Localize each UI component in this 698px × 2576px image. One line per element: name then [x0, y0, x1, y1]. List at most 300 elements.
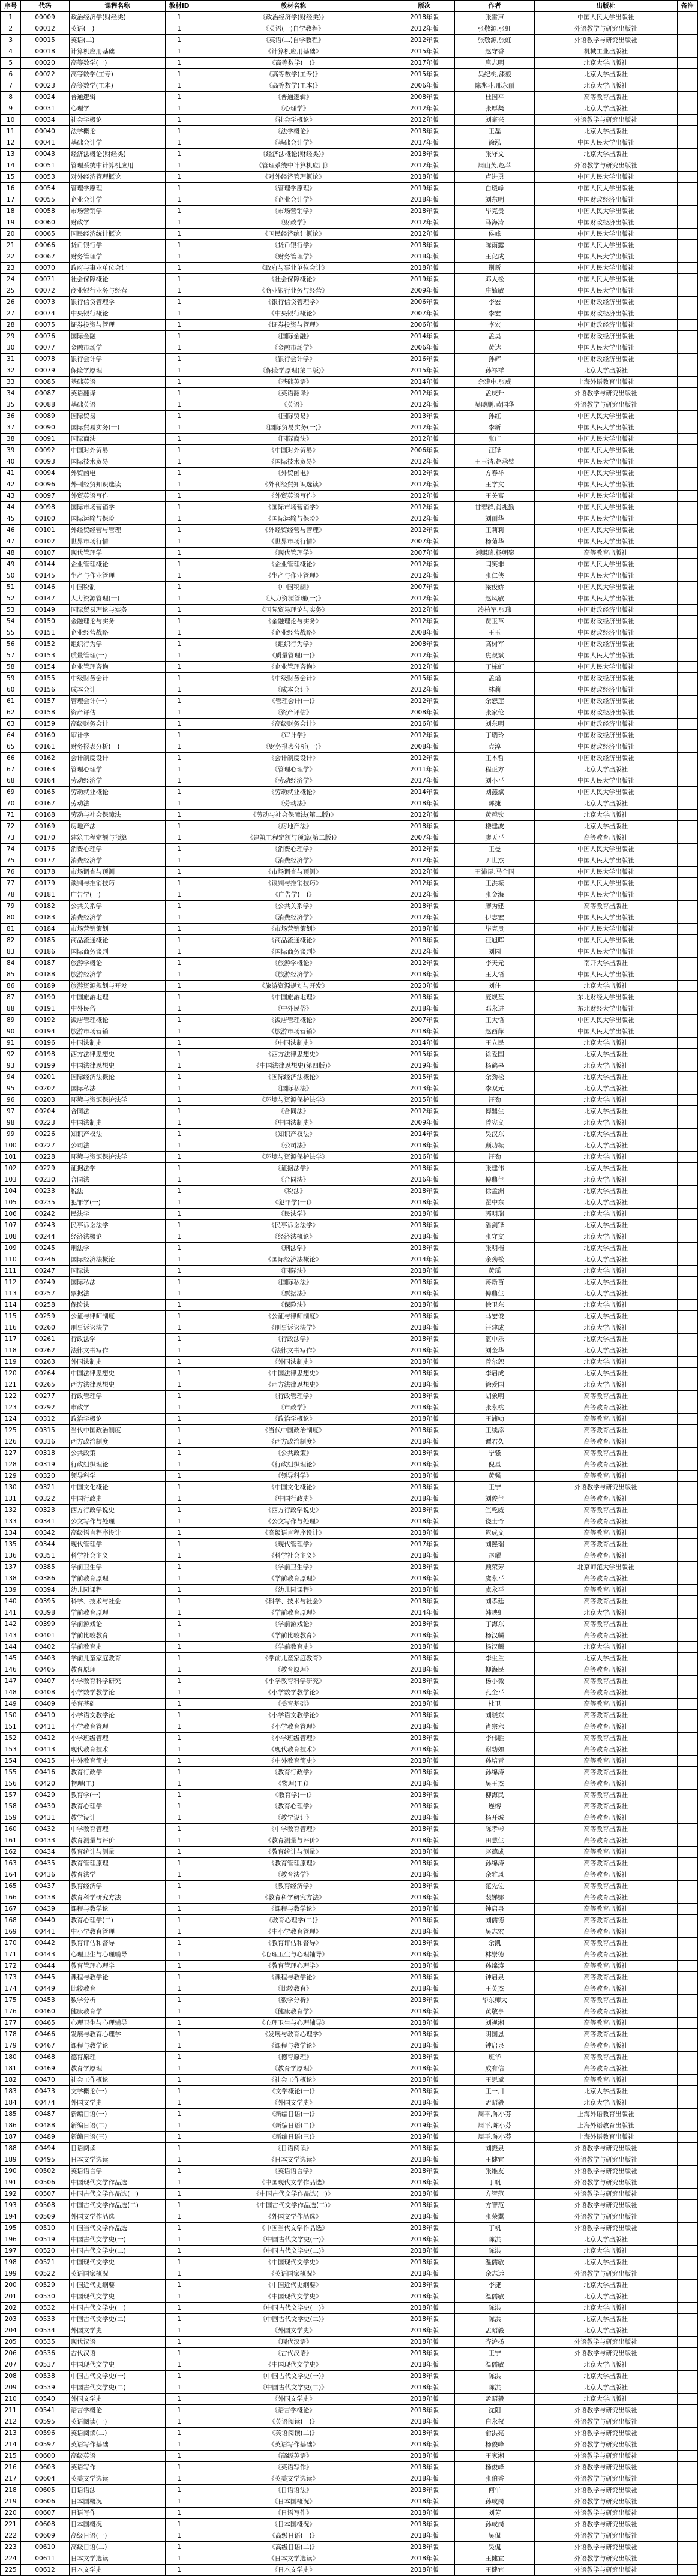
table-row	[1, 1357, 698, 1368]
cell-edition: 2012年版	[394, 229, 455, 240]
cell-index: 71	[1, 810, 21, 821]
table-row	[1, 1368, 698, 1379]
cell-book-title: 《发展与教育心理学》	[193, 2029, 394, 2040]
cell-publisher: 外语教学与研究出版社	[535, 2542, 677, 2553]
cell-index: 195	[1, 2223, 21, 2234]
cell-index: 7	[1, 80, 21, 92]
cell-book-title: 《美育基础》	[193, 1699, 394, 1710]
cell-book-title: 《管理系统中计算机应用》	[193, 160, 394, 172]
cell-index: 182	[1, 2075, 21, 2086]
cell-course: 银行信贷管理学	[69, 297, 166, 308]
cell-remark	[677, 1220, 698, 1231]
cell-code: 00318	[21, 1448, 69, 1459]
cell-publisher: 外语教学与研究出版社	[535, 2177, 677, 2189]
cell-index: 167	[1, 1904, 21, 1915]
cell-remark	[677, 172, 698, 183]
cell-author: 周平,陈小芬	[455, 2120, 535, 2132]
cell-code: 00519	[21, 2234, 69, 2246]
cell-book-id: 1	[166, 1220, 193, 1231]
cell-publisher: 北京大学出版社	[535, 1357, 677, 1368]
cell-book-title: 《劳动与社会保障法(第二版)》	[193, 810, 394, 821]
cell-code: 00034	[21, 115, 69, 126]
table-row	[1, 285, 698, 297]
cell-code: 00510	[21, 2223, 69, 2234]
cell-edition: 2018年版	[394, 2268, 455, 2280]
cell-book-title: 《国际贸易实务(一)》	[193, 422, 394, 434]
cell-publisher: 中国人民大学出版社	[535, 342, 677, 354]
table-row	[1, 2257, 698, 2268]
cell-book-id: 1	[166, 1129, 193, 1140]
cell-publisher: 高等教育出版社	[535, 1573, 677, 1585]
cell-book-title: 《质量管理(一)》	[193, 650, 394, 662]
cell-publisher: 北京大学出版社	[535, 1163, 677, 1174]
cell-course: 中国现代文学作品选	[69, 2177, 166, 2189]
cell-publisher: 北京大学出版社	[535, 1368, 677, 1379]
table-row	[1, 855, 698, 867]
cell-book-title: 《国际私法》	[193, 1083, 394, 1095]
cell-book-title: 《管理心理学》	[193, 764, 394, 775]
cell-author: 李双元	[455, 1083, 535, 1095]
cell-course: 小学数学教学论	[69, 1687, 166, 1699]
cell-publisher: 外语教学与研究出版社	[535, 2553, 677, 2565]
cell-book-title: 《教育科学研究方法》	[193, 1892, 394, 1904]
cell-index: 198	[1, 2257, 21, 2268]
cell-edition: 2007年版	[394, 536, 455, 548]
cell-code: 00199	[21, 1060, 69, 1072]
cell-book-title: 《教育学原理》	[193, 2063, 394, 2075]
cell-index: 150	[1, 1710, 21, 1721]
table-row	[1, 1060, 698, 1072]
cell-edition: 2019年版	[394, 183, 455, 194]
cell-book-title: 《教育行政学》	[193, 1767, 394, 1778]
table-row	[1, 1596, 698, 1607]
cell-book-title: 《银行信贷管理学》	[193, 297, 394, 308]
cell-edition: 2007年版	[394, 582, 455, 593]
cell-course: 国际私法	[69, 1083, 166, 1095]
cell-code: 00022	[21, 69, 69, 80]
cell-publisher: 高等教育出版社	[535, 1824, 677, 1835]
cell-edition: 2017年版	[394, 137, 455, 149]
cell-publisher: 东北财经大学出版社	[535, 992, 677, 1003]
cell-book-title: 《高等数学(工专)》	[193, 69, 394, 80]
cell-book-id: 1	[166, 1243, 193, 1254]
cell-book-id: 1	[166, 1915, 193, 1926]
cell-book-title: 《行政法学》	[193, 1334, 394, 1345]
cell-index: 177	[1, 2018, 21, 2029]
cell-index: 199	[1, 2268, 21, 2280]
cell-book-id: 1	[166, 1391, 193, 1402]
cell-course: 学前教育原理	[69, 1573, 166, 1585]
cell-code: 00488	[21, 2120, 69, 2132]
cell-code: 00534	[21, 2325, 69, 2337]
cell-course: 基础英语	[69, 377, 166, 388]
cell-author: 杜国平	[455, 92, 535, 103]
cell-edition: 2018年版	[394, 2257, 455, 2268]
cell-book-id: 1	[166, 308, 193, 320]
cell-publisher: 中国人民大学出版社	[535, 172, 677, 183]
table-row	[1, 206, 698, 217]
cell-publisher: 外语教学与研究出版社	[535, 2211, 677, 2223]
cell-remark	[677, 2006, 698, 2018]
cell-book-title: 《课程与教学论》	[193, 2040, 394, 2052]
cell-edition: 2019年版	[394, 2109, 455, 2120]
cell-code: 00407	[21, 1676, 69, 1687]
cell-edition: 2012年版	[394, 468, 455, 479]
cell-course: 饭店管理概论	[69, 1015, 166, 1026]
cell-publisher: 高等教育出版社	[535, 1596, 677, 1607]
cell-course: 商业银行业务与经营	[69, 285, 166, 297]
cell-publisher: 中国人民大学出版社	[535, 422, 677, 434]
cell-book-title: 《高等数学(工本)》	[193, 80, 394, 92]
cell-index: 41	[1, 468, 21, 479]
cell-remark	[677, 1072, 698, 1083]
cell-edition: 2018年版	[394, 1801, 455, 1812]
cell-edition: 2018年版	[394, 1482, 455, 1493]
cell-course: 中国税制	[69, 582, 166, 593]
cell-author: 谢幼如	[455, 1744, 535, 1756]
cell-remark	[677, 1471, 698, 1482]
cell-course: 比较教育	[69, 1983, 166, 1995]
cell-index: 187	[1, 2132, 21, 2143]
cell-code: 00100	[21, 513, 69, 525]
cell-remark	[677, 1756, 698, 1767]
cell-author: 方智范	[455, 2189, 535, 2200]
cell-course: 中国近代史纲要	[69, 2280, 166, 2291]
cell-book-title: 《中外民俗》	[193, 1003, 394, 1015]
cell-author: 沈阳	[455, 2405, 535, 2416]
cell-index: 80	[1, 912, 21, 924]
cell-publisher: 北京大学出版社	[535, 1140, 677, 1152]
cell-book-id: 1	[166, 2132, 193, 2143]
cell-remark	[677, 1607, 698, 1619]
cell-author: 傅鼎生	[455, 1106, 535, 1117]
table-row	[1, 194, 698, 206]
cell-book-id: 1	[166, 1414, 193, 1425]
table-row	[1, 297, 698, 308]
cell-publisher: 北京大学出版社	[535, 2303, 677, 2314]
table-row	[1, 2519, 698, 2530]
cell-book-title: 《国际私法》	[193, 1277, 394, 1288]
cell-code: 00018	[21, 46, 69, 58]
cell-book-title: 《公文写作与处理》	[193, 1516, 394, 1528]
cell-publisher: 北京大学出版社	[535, 1311, 677, 1322]
cell-publisher: 中国人民大学出版社	[535, 912, 677, 924]
cell-publisher: 北京大学出版社	[535, 2371, 677, 2382]
cell-code: 00235	[21, 1197, 69, 1209]
cell-remark	[677, 1129, 698, 1140]
cell-publisher: 中国人民大学出版社	[535, 206, 677, 217]
cell-author: 陈洪	[455, 2234, 535, 2246]
cell-edition: 2018年版	[394, 2075, 455, 2086]
cell-code: 00506	[21, 2177, 69, 2189]
table-row	[1, 274, 698, 285]
cell-book-title: 《语言学概论》	[193, 2405, 394, 2416]
cell-publisher: 高等教育出版社	[535, 1915, 677, 1926]
cell-code: 00606	[21, 2496, 69, 2508]
cell-book-id: 1	[166, 2234, 193, 2246]
cell-code: 00438	[21, 1892, 69, 1904]
cell-book-id: 1	[166, 411, 193, 422]
cell-book-title: 《教育统计与测量》	[193, 1847, 394, 1858]
cell-edition: 2018年版	[394, 2485, 455, 2496]
cell-remark	[677, 1642, 698, 1653]
cell-code: 00432	[21, 1824, 69, 1835]
cell-publisher: 外语教学与研究出版社	[535, 2485, 677, 2496]
cell-course: 中外教育简史	[69, 1756, 166, 1767]
cell-course: 广告学(一)	[69, 889, 166, 901]
table-row	[1, 1961, 698, 1972]
cell-publisher: 中国财政经济出版社	[535, 753, 677, 764]
cell-index: 19	[1, 217, 21, 229]
cell-book-id: 1	[166, 1926, 193, 1938]
cell-author: 伊志宏	[455, 912, 535, 924]
cell-author: 刘视湘	[455, 2018, 535, 2029]
table-row	[1, 1129, 698, 1140]
cell-remark	[677, 2553, 698, 2565]
cell-course: 科学社会主义	[69, 1550, 166, 1562]
cell-code: 00260	[21, 1322, 69, 1334]
table-row	[1, 1516, 698, 1528]
cell-author: 迟成文	[455, 1528, 535, 1539]
cell-remark	[677, 2542, 698, 2553]
table-row	[1, 1436, 698, 1448]
cell-edition: 2018年版	[394, 2530, 455, 2542]
cell-remark	[677, 1482, 698, 1493]
cell-course: 外国法制史	[69, 1357, 166, 1368]
cell-book-id: 1	[166, 115, 193, 126]
cell-remark	[677, 2462, 698, 2473]
cell-publisher: 高等教育出版社	[535, 1471, 677, 1482]
cell-book-id: 1	[166, 582, 193, 593]
cell-remark	[677, 764, 698, 775]
cell-index: 1	[1, 12, 21, 23]
cell-edition: 2018年版	[394, 2508, 455, 2519]
cell-remark	[677, 2348, 698, 2359]
cell-course: 小学教育管理	[69, 1721, 166, 1733]
cell-course: 市场营销学	[69, 206, 166, 217]
cell-publisher: 高等教育出版社	[535, 1983, 677, 1995]
cell-book-title: 《社会学概论》	[193, 115, 394, 126]
cell-publisher: 北京大学出版社	[535, 1083, 677, 1095]
cell-remark	[677, 821, 698, 832]
cell-book-title: 《中级财务会计》	[193, 673, 394, 684]
cell-author: 孟昭毅	[455, 2097, 535, 2109]
cell-index: 149	[1, 1699, 21, 1710]
table-row	[1, 1835, 698, 1847]
cell-course: 金融市场学	[69, 342, 166, 354]
cell-book-id: 1	[166, 1995, 193, 2006]
cell-course: 劳动就业概论	[69, 787, 166, 798]
cell-book-id: 1	[166, 46, 193, 58]
cell-edition: 2018年版	[394, 1653, 455, 1664]
cell-publisher: 高等教育出版社	[535, 901, 677, 912]
cell-course: 中国古代文学史(一)	[69, 2371, 166, 2382]
cell-index: 164	[1, 1869, 21, 1881]
cell-edition: 2018年版	[394, 1459, 455, 1471]
cell-code: 00399	[21, 1619, 69, 1630]
cell-book-title: 《知识产权法》	[193, 1129, 394, 1140]
cell-index: 158	[1, 1801, 21, 1812]
table-row	[1, 160, 698, 172]
cell-publisher: 高等教育出版社	[535, 2029, 677, 2040]
cell-code: 00249	[21, 1277, 69, 1288]
cell-book-title: 《日语语法》	[193, 2485, 394, 2496]
cell-edition: 2018年版	[394, 1003, 455, 1015]
cell-code: 00264	[21, 1368, 69, 1379]
cell-index: 201	[1, 2291, 21, 2303]
cell-code: 00054	[21, 183, 69, 194]
cell-publisher: 东北财经大学出版社	[535, 1003, 677, 1015]
cell-code: 00609	[21, 2530, 69, 2542]
cell-author: 尹世杰	[455, 855, 535, 867]
table-row	[1, 525, 698, 536]
cell-index: 50	[1, 570, 21, 582]
cell-remark	[677, 126, 698, 137]
cell-book-id: 1	[166, 593, 193, 605]
cell-index: 13	[1, 149, 21, 160]
cell-remark	[677, 605, 698, 616]
cell-code: 00043	[21, 149, 69, 160]
cell-course: 新编日语(一)	[69, 2109, 166, 2120]
cell-code: 00085	[21, 377, 69, 388]
cell-index: 66	[1, 753, 21, 764]
cell-remark	[677, 1550, 698, 1562]
cell-edition: 2018年版	[394, 1266, 455, 1277]
cell-remark	[677, 1995, 698, 2006]
cell-author: 赵曜	[455, 1550, 535, 1562]
cell-edition: 2018年版	[394, 924, 455, 935]
cell-index: 32	[1, 365, 21, 377]
cell-edition: 2018年版	[394, 1243, 455, 1254]
table-row	[1, 263, 698, 274]
cell-author: 赵德成	[455, 1847, 535, 1858]
cell-book-id: 1	[166, 1801, 193, 1812]
cell-book-id: 1	[166, 183, 193, 194]
cell-publisher: 中国财政经济出版社	[535, 639, 677, 650]
cell-author: 徐孟洲	[455, 1186, 535, 1197]
table-row	[1, 1106, 698, 1117]
cell-index: 94	[1, 1072, 21, 1083]
cell-book-title: 《法律文书写作》	[193, 1345, 394, 1357]
cell-remark	[677, 35, 698, 46]
cell-edition: 2012年版	[394, 103, 455, 115]
cell-book-id: 1	[166, 1892, 193, 1904]
cell-course: 法律文书写作	[69, 1345, 166, 1357]
cell-remark	[677, 2565, 698, 2576]
cell-index: 2	[1, 23, 21, 35]
cell-author: 张金海	[455, 889, 535, 901]
cell-publisher: 高等教育出版社	[535, 1676, 677, 1687]
cell-author: 方智范	[455, 2200, 535, 2211]
cell-remark	[677, 696, 698, 707]
cell-book-id: 1	[166, 935, 193, 946]
cell-book-title: 《刑法学》	[193, 1243, 394, 1254]
table-row	[1, 582, 698, 593]
cell-author: 李天元	[455, 958, 535, 969]
table-row	[1, 92, 698, 103]
cell-book-title: 《新编日语(三)》	[193, 2132, 394, 2143]
cell-course: 小学教育科学研究	[69, 1676, 166, 1687]
cell-book-title: 《德育原理》	[193, 2052, 394, 2063]
cell-book-id: 1	[166, 2223, 193, 2234]
cell-course: 中国现代文学史	[69, 2291, 166, 2303]
cell-book-id: 1	[166, 673, 193, 684]
cell-author: 阴国恩	[455, 2029, 535, 2040]
table-row	[1, 1767, 698, 1778]
cell-remark	[677, 2359, 698, 2371]
cell-remark	[677, 2325, 698, 2337]
cell-code: 00465	[21, 2018, 69, 2029]
cell-book-id: 1	[166, 2086, 193, 2097]
cell-book-title: 《管理会计(一)》	[193, 696, 394, 707]
cell-remark	[677, 639, 698, 650]
cell-book-title: 《新编日语(二)》	[193, 2120, 394, 2132]
cell-index: 5	[1, 58, 21, 69]
cell-edition: 2012年版	[394, 570, 455, 582]
cell-edition: 2008年版	[394, 627, 455, 639]
cell-index: 20	[1, 229, 21, 240]
cell-code: 00066	[21, 240, 69, 251]
cell-publisher: 上海外语教育出版社	[535, 2109, 677, 2120]
cell-book-id: 1	[166, 753, 193, 764]
cell-code: 00535	[21, 2337, 69, 2348]
cell-index: 124	[1, 1414, 21, 1425]
cell-book-title: 《高级语言程序设计》	[193, 1528, 394, 1539]
table-row	[1, 707, 698, 719]
cell-edition: 2018年版	[394, 1983, 455, 1995]
cell-index: 29	[1, 331, 21, 342]
cell-edition: 2018年版	[394, 1961, 455, 1972]
cell-index: 196	[1, 2234, 21, 2246]
cell-book-title: 《学前卫生学》	[193, 1562, 394, 1573]
table-row	[1, 35, 698, 46]
cell-author: 汪建成	[455, 1322, 535, 1334]
table-row	[1, 2018, 698, 2029]
cell-book-title: 《科学、技术与社会》	[193, 1596, 394, 1607]
cell-code: 00188	[21, 969, 69, 981]
cell-index: 211	[1, 2405, 21, 2416]
cell-author: 王曼	[455, 844, 535, 855]
cell-author: 杨汉麟	[455, 1630, 535, 1642]
cell-index: 67	[1, 764, 21, 775]
cell-book-id: 1	[166, 1756, 193, 1767]
cell-book-id: 1	[166, 741, 193, 753]
table-row	[1, 491, 698, 502]
cell-index: 154	[1, 1756, 21, 1767]
cell-book-title: 《金融市场学》	[193, 342, 394, 354]
cell-author: 虞永平	[455, 1585, 535, 1596]
cell-publisher: 北京大学出版社	[535, 1642, 677, 1653]
cell-publisher: 高等教育出版社	[535, 1926, 677, 1938]
cell-index: 47	[1, 536, 21, 548]
cell-publisher: 北京大学出版社	[535, 1231, 677, 1243]
table-row	[1, 1152, 698, 1163]
cell-author: 刘小平	[455, 775, 535, 787]
cell-book-title: 《人力资源管理(一)》	[193, 593, 394, 605]
cell-remark	[677, 160, 698, 172]
table-row	[1, 69, 698, 80]
cell-remark	[677, 58, 698, 69]
cell-author: 刘丽华	[455, 513, 535, 525]
cell-author: 杨俊峰	[455, 2439, 535, 2451]
cell-remark	[677, 2485, 698, 2496]
cell-book-title: 《西方法律思想史》	[193, 1049, 394, 1060]
cell-index: 9	[1, 103, 21, 115]
cell-edition: 2018年版	[394, 2234, 455, 2246]
cell-index: 52	[1, 593, 21, 605]
cell-course: 英语写作基础	[69, 2439, 166, 2451]
table-row	[1, 1493, 698, 1505]
